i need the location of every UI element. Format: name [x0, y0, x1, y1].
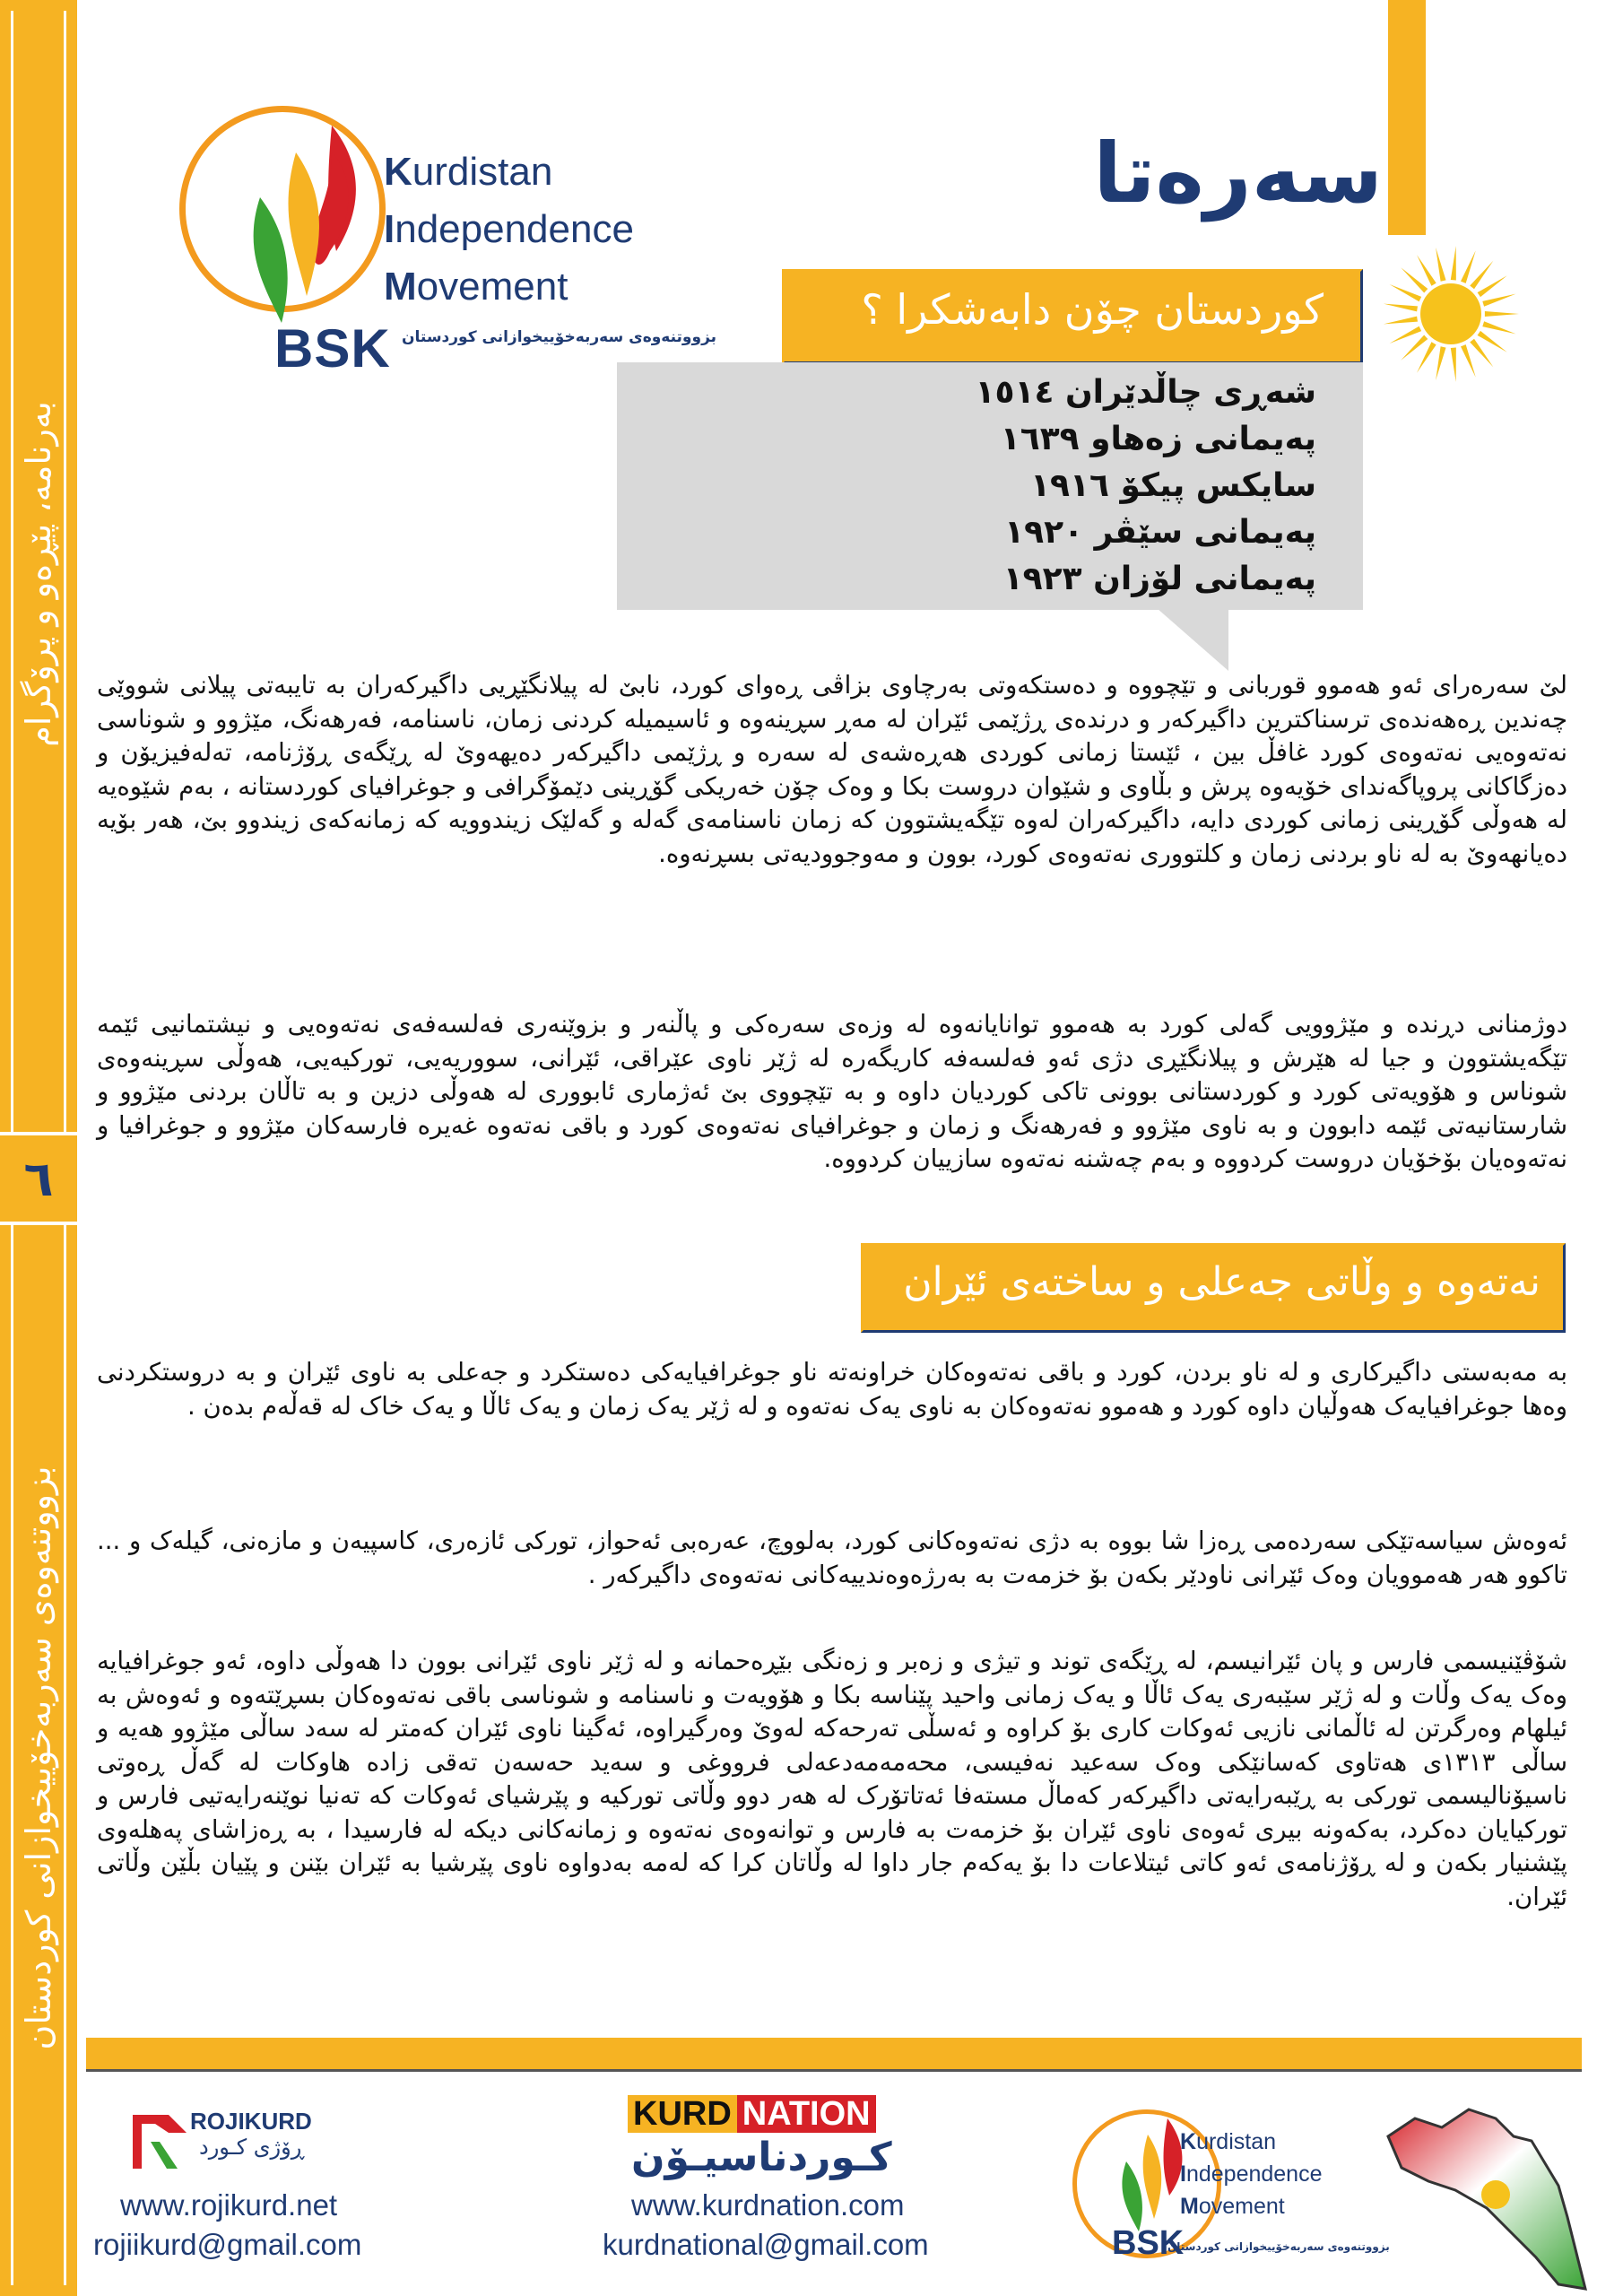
date-item: پەیمانی سێڤر ١٩٢٠ [1004, 514, 1316, 551]
footer-logo-abbr: BSK [1112, 2224, 1185, 2262]
page-title: سەرەتا [1093, 126, 1383, 222]
footer-logo-subtitle: بزووتنەوەی سەربەخۆییخوازانی کوردستان [1167, 2240, 1390, 2253]
kurdistan-map-icon [1379, 2100, 1591, 2296]
side-title-program: بەرنامە، پێڕەو و پرۆگرام [19, 401, 58, 747]
sun-ray [1470, 339, 1493, 368]
sun-ray [1401, 267, 1428, 292]
logo-abbr: BSK [274, 318, 391, 378]
sun-ray [1461, 250, 1476, 283]
sun-ray [1478, 275, 1507, 297]
kurdnation-logo [628, 2095, 876, 2133]
paragraph-4: ئەوەش سیاسەتێکی سەردەمی ڕەزا شا بووە بە دژی نەتەوەکانی کورد، بەلووچ، عەرەبی ئەحواز، تورکی ئازەری، کاسپیەن و مازەنی، گیلەک و ... تاکوو هەر هەموویان وەک ئێرانی ناودێر بکەن بۆ خزمەت بە بەرژەوەندییەکانی نەتەوەی داگیرکەر . [97, 1526, 1567, 1589]
paragraph-3: بە مەبەستی داگیرکاری و لە ناو بردن، کورد و باقی نەتەوەکان خراونەتە ناو جوغرافیایەکی دەستکرد و جەعلی بە ناوی ئێران و بە دروستکردنی وەها جوغرافیایەک هەوڵیان داوە کورد و هەموو نەتەوەکان بە ناوی یەک نەتەوە و لە ژێر یەک زمان و یەک ئاڵا و یەک خاک لە قەڵەم بدەن . [97, 1358, 1567, 1421]
paragraph-1: لێ سەرەرای ئەو هەموو قوربانی و تێچووە و دەستکەوتی بەرچاوی بزاڤی ڕەوای کورد، نابێ لە پیلانگێڕیی داگیرکەران بە تایبەتی پیلانی شووێی چەندین ڕەهەندەی ترسناکترین داگیرکەر و درندەی ڕژێمی ئێران لە مەڕ سڕینەوە و ئاسیمیلە کردنی زمان، ناسنامە، فەرهەنگ، مێژوو و شوناسی نەتەوەیی نەتەوەی کورد غافڵ بین ، ئێستا زمانی کوردی هەڕەشەی لە سەرە و ڕژێمی داگیرکەر دەیهەوێ لە ڕێگەی ڕۆژنامە، تەلەفیزیۆن و دەزگاکانی پروپاگەندای خۆیەوە پرش و بڵاوی و شێوان دروست بکا و وەک چۆن خەریکی گۆڕینی دێمۆگرافی و جوغرافیای کوردستانە ، بەم شێوەیە لە هەوڵی گۆڕینی زمانی کوردی دایە، داگیرکەران لەوە تێگەیشتوون کە زمان ناسنامەی گەلە و گەلێک زیندوویە کە زمانەکەی زیندوو بێ، هەر بۆیە دەیانهەوێ بە لە ناو بردنی زمان و کلتووری نەتەوەی کورد، بوون و مەوجوودیەتی بسڕنەوە. [97, 671, 1567, 868]
sun-ray [1485, 311, 1519, 317]
rojikurd-name: ROJIKURD [190, 2108, 312, 2135]
footer-bar [86, 2038, 1582, 2072]
side-title-movement: بزووتنەوەی سەربەخۆییخوازانی کوردستان [19, 1465, 58, 2050]
flag-flame-icon [224, 117, 395, 341]
logo-wordmark: Kurdistan Independence Movement [384, 150, 634, 309]
sun-ray [1401, 335, 1428, 361]
logo-subtitle: بزووتنەوەی سەربەخۆییخوازانی کوردستان [402, 328, 717, 346]
rojikurd-kurdish-name: ڕۆژی کـورد [199, 2135, 305, 2160]
date-item: شەڕی چاڵدێران ١٥١٤ [975, 374, 1316, 411]
dates-list [976, 370, 1316, 603]
rojikurd-website-link[interactable]: www.rojikurd.net [120, 2188, 338, 2222]
kurdnation-logo-part2: NATION [737, 2095, 876, 2133]
date-item: سایکس پیکۆ ١٩١٦ [1030, 467, 1316, 504]
date-item: پەیمانی زەهاو ١٦٣٩ [1000, 421, 1316, 457]
dates-box-pointer [1157, 608, 1228, 671]
paragraph-5: شۆڤێنیسمی فارس و پان ئێرانیسم، لە ڕێگەی توند و تیژی و زەبر و زەنگی بێڕەحمانە و لە ژێر ناوی ئێرانی بوون دا هەوڵی داوە، ئەو جوغرافیایە وەک یەک وڵات و لە ژێر سێبەری یەک ئاڵا و یەک زمانی واحید پێناسە بکا و هۆویەت و ناسنامە و شوناسی باقی نەتەوەکان بسڕێتەوە و ئەوەش بە ئیلهام وەرگرتن لە ئاڵمانی نازیی ئەوکات کاری بۆ کراوە و ئەسڵی تەرحەکە لەوێ وەرگیراوە، ئەگینا ناوی ئێران کەمتر لە سەد ساڵی مێژوو هەیە و ساڵی ١٣١٣ی هەتاوی کەسانێکی وەک سەعید نەفیسی، محەمەمەدعەلی فرووغی و سەید حەسەن تەقی زادە هاوکات لە گەڵ ڕەوتی ناسیۆنالیسمی تورکی بە ڕێبەرایەتی داگیرکەر کەماڵ مستەفا ئەتاتۆرک لە هەر دوو وڵاتی تورکیە و پێرشیای ئەوکات کە تەنیا نوێنەرایەتیی فارس و تورکیایان دەکرد، بەکەونە بیری ئەوەی ناوی ئێران بۆ خزمەت بە فارس و توانەوەی نەتەوە و زمانەکانی دیکە لە فارسیدا ، بە ڕەزاشای پەهلەوی پێشنیار بکەن و لە ڕۆژنامەی ئەو کاتی ئیتلاعات دا بۆ یەکەم جار داوا لە وڵاتان کرا کە لەمە بەدواوە ناوی پێرشیا بە ئێران بێنن و پێیان بڵێن وڵاتی ئێران. [97, 1647, 1567, 1911]
sun-ray [1436, 248, 1445, 282]
sun-ray [1482, 321, 1515, 334]
top-right-accent-bar [1388, 0, 1426, 235]
section-heading: نەتەوە و وڵاتی جەعلی و ساختەی ئێران [903, 1259, 1541, 1305]
sun-ray [1417, 342, 1436, 373]
sun-ray [1390, 284, 1422, 301]
kurdnation-logo-part1: KURD [628, 2095, 737, 2133]
sun-ray [1451, 246, 1456, 280]
kurdnation-kurdish-name: کـوردناسیـۆن [631, 2135, 892, 2180]
sun-ray [1461, 344, 1476, 378]
date-item: پەیمانی لۆزان ١٩٢٣ [1002, 561, 1316, 597]
sun-ray [1470, 261, 1493, 290]
kurdnation-email-link[interactable]: kurdnational@gmail.com [603, 2228, 929, 2261]
sun-icon [1379, 242, 1523, 386]
sun-ray [1451, 348, 1456, 382]
page-number: ٦ [23, 1150, 54, 1207]
rojikurd-email-link[interactable]: rojiikurd@gmail.com [93, 2228, 362, 2261]
sun-ray [1384, 317, 1418, 325]
sun-ray [1384, 304, 1418, 312]
kurdnation-website-link[interactable]: www.kurdnation.com [631, 2188, 905, 2222]
sun-ray [1482, 294, 1515, 307]
sun-ray [1478, 331, 1507, 352]
question-heading: کوردستان چۆن دابەشکرا ؟ [861, 285, 1324, 334]
footer-logo-wordmark: Kurdistan Independence Movement [1180, 2129, 1323, 2219]
sun-ray [1417, 255, 1436, 286]
sun-ray [1390, 326, 1422, 344]
page-number-box [0, 1132, 77, 1225]
sun-ray [1436, 346, 1445, 380]
paragraph-2: دوژمنانی دڕندە و مێژوویی گەلی کورد بە هەموو توانایانەوە لە وزەی سەرەکی و پاڵنەر و بزوێنەری فەلسەفەی نەتەوەیی و نیشتمانیی ئێمە تێگەیشتوون و جیا لە هێرش و پیلانگێڕی دژی ئەو فەلسەفە کاریگەرە لە ژێر ناوی عێراقی، ئێرانی، سووریەیی، تورکیەیی، هەوڵی سڕینەوەی شوناس و هۆویەتی کورد و کوردستانی بوونی تاکی کوردیان داوە و بە تێچووی بێ ئەژماری ئابووری لە هەوڵی دزین و بە تاڵان بردنی مێژوو و شارستانیەتی ئێمە دابوون و بە ناوی مێژوو و فەرهەنگ و زمان و جوغرافیای نەتەوەی کورد و باقی نەتەوە غەیرە فارسەکان مێژوو و جوغرافیا و نەتەوەیان بۆخۆیان دروست کردووە و بەم چەشنە نەتەوە سازییان کردووە. [97, 1010, 1567, 1173]
